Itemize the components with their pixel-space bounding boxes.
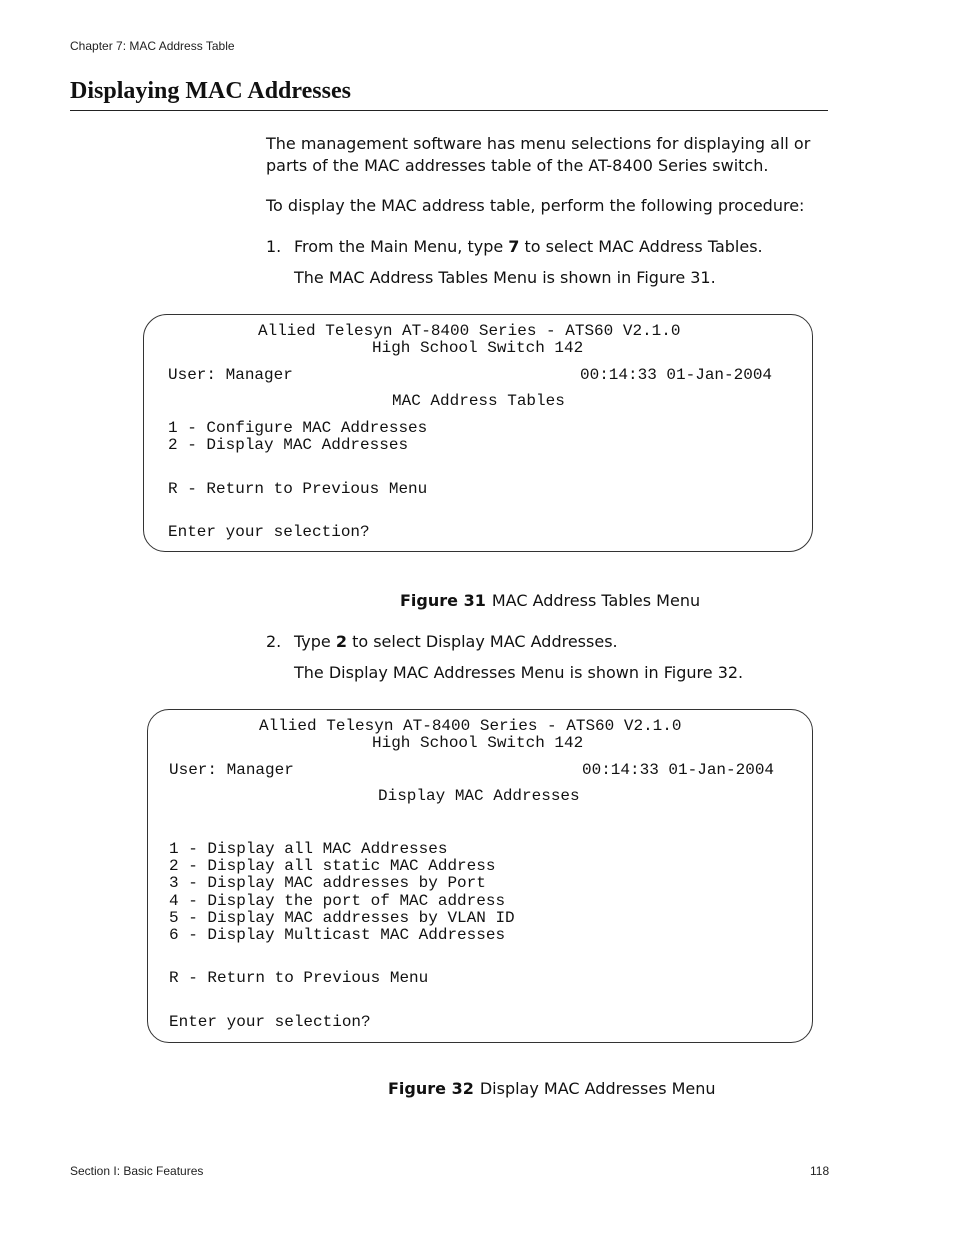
menu-option: 3 - Display MAC addresses by Port (169, 874, 486, 892)
menu-title: MAC Address Tables (392, 392, 565, 410)
step-number: 1. (266, 237, 282, 256)
procedure-intro: To display the MAC address table, perform the following procedure: (266, 196, 805, 215)
figure-32-caption (388, 1079, 716, 1098)
user-line: User: Manager (169, 761, 294, 779)
caption-text: MAC Address Tables Menu (491, 591, 701, 610)
footer-section: Section I: Basic Features (70, 1164, 204, 1178)
switch-name-line: High School Switch 142 (372, 734, 584, 752)
menu-option: 6 - Display Multicast MAC Addresses (169, 926, 506, 944)
step-key: 7 (508, 237, 520, 256)
step-1: 1. From the Main Menu, type 7 to select MAC Address Tables. (266, 237, 763, 256)
product-line: Allied Telesyn AT-8400 Series - ATS60 V2.1.0 (258, 322, 681, 340)
page-number: 118 (810, 1164, 830, 1178)
menu-option: 2 - Display all static MAC Address (169, 857, 496, 875)
terminal-screen-figure-31 (143, 314, 813, 552)
step-2: 2. Type 2 to select Display MAC Addresses. (266, 632, 618, 651)
caption-label: Figure 32 (388, 1079, 474, 1098)
selection-prompt: Enter your selection? (169, 1013, 371, 1031)
return-option: R - Return to Previous Menu (168, 480, 428, 498)
product-line: Allied Telesyn AT-8400 Series - ATS60 V2.1.0 (259, 717, 682, 735)
menu-option: 1 - Configure MAC Addresses (168, 419, 428, 437)
user-line: User: Manager (168, 366, 293, 384)
menu-option: 2 - Display MAC Addresses (168, 436, 409, 454)
caption-text: Display MAC Addresses Menu (479, 1079, 716, 1098)
section-title: Displaying MAC Addresses (70, 78, 351, 104)
step-1-note: The MAC Address Tables Menu is shown in Figure 31. (294, 268, 716, 287)
caption-label: Figure 31 (400, 591, 486, 610)
datetime-line: 00:14:33 01-Jan-2004 (582, 761, 775, 779)
switch-name-line: High School Switch 142 (372, 339, 584, 357)
intro-paragraph: The management software has menu selections for displaying all or parts of the MAC addresses table of the AT-8400 Series switch. (266, 134, 811, 175)
step-key: 2 (335, 632, 347, 651)
title-rule (70, 110, 828, 111)
step-2-note: The Display MAC Addresses Menu is shown in Figure 32. (294, 663, 744, 682)
running-head: Chapter 7: MAC Address Table (70, 39, 235, 53)
selection-prompt: Enter your selection? (168, 523, 370, 541)
menu-title: Display MAC Addresses (378, 787, 580, 805)
menu-option: 4 - Display the port of MAC address (169, 892, 506, 910)
return-option: R - Return to Previous Menu (169, 969, 429, 987)
terminal-screen-figure-32 (147, 709, 813, 1043)
menu-option: 5 - Display MAC addresses by VLAN ID (169, 909, 515, 927)
datetime-line: 00:14:33 01-Jan-2004 (580, 366, 773, 384)
menu-option: 1 - Display all MAC Addresses (169, 840, 448, 858)
figure-31-caption (400, 591, 700, 610)
step-number: 2. (266, 632, 282, 651)
